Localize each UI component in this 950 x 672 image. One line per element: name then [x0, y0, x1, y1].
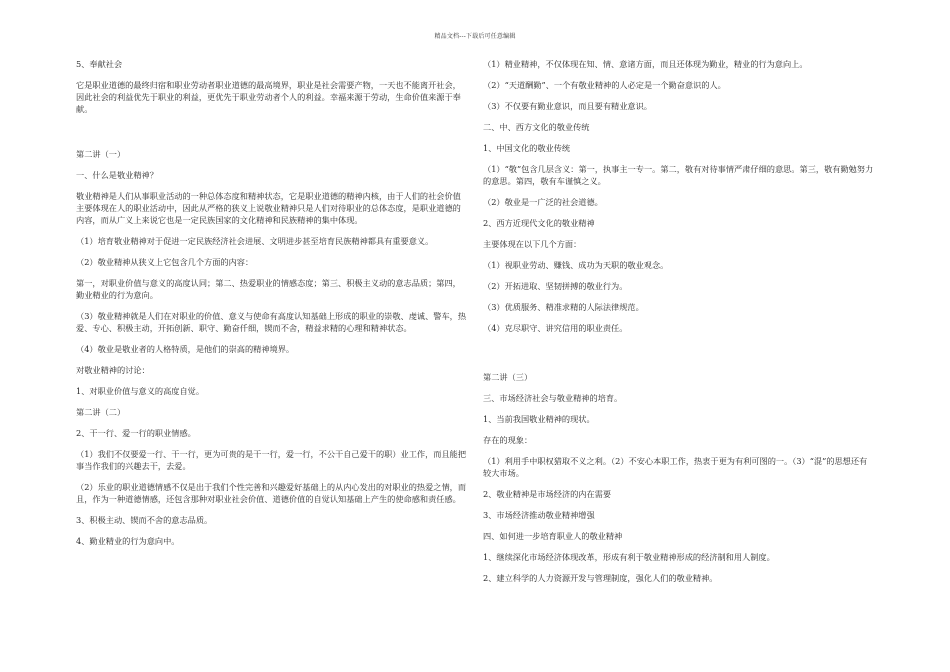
paragraph: 敬业精神是人们从事职业活动的一种总体态度和精神状态，它是职业道德的精神内核，由于人们的社会价值主要体现在人的职业活动中，因此从严格的狭义上说敬业精神只是人们对待职业的总体态度，是职业道德的内容，而从广义上来说它也是一定民族国家的文化精神和民族精神的集中体现。 — [76, 191, 461, 225]
spacer — [76, 124, 468, 148]
paragraph: （1）利用手中职权猎取不义之利。（2）不安心本职工作，热衷于更为有利可图的一。（3）“混”的思想还有较大市场。 — [483, 456, 868, 478]
paragraph: （1）“敬”包含几层含义：第一，执事主一专一。第二，敬有对待事情严肃仔细的意思。第三，敬有勤勉努力的意思。第四，敬有车谨慎之义。 — [483, 164, 874, 186]
paragraph: 1、当前我国敬业精神的现状。 — [483, 414, 595, 424]
paragraph: 存在的现象： — [483, 435, 533, 445]
page-header: 精品文档---下载后可任意编辑 — [434, 33, 516, 40]
paragraph: 主要体现在以下几个方面： — [483, 239, 582, 249]
paragraph: （4）克尽职守、讲究信用的职业责任。 — [483, 323, 628, 333]
paragraph: （3）优质服务、精准求精的人际法律规范。 — [483, 302, 644, 312]
paragraph: 1、继续深化市场经济体现改革，形成有利于敬业精神形成的经济制和用人制度。 — [483, 552, 775, 562]
paragraph: 3、积极主动、锲而不舍的意志品质。 — [76, 515, 213, 525]
paragraph: （2）乐业的职业道德情感不仅是出于我们个性完善和兴趣爱好基础上的从内心发出的对职业的热爱之情，而且，作为一种道德情感，还包含那种对职业社会价值、道德价值的自觉认知基础上产生的使命感和责任感。 — [76, 482, 467, 504]
lecture-heading: 第二讲（一） — [76, 149, 126, 159]
section-heading: 三、市场经济社会与敬业精神的培育。 — [483, 393, 623, 403]
paragraph: 4、勤业精业的行为意向中。 — [76, 536, 180, 546]
paragraph: 它是职业道德的最终归宿和职业劳动者职业道德的最高境界，职业是社会需要产物，一天也不能离开社会，因此社会的利益优先于职业的利益，更优先于职业劳动者个人的利益。幸福来源于劳动，生命价值来源于奉献。 — [76, 80, 461, 114]
section-heading: 2、干一行、爱一行的职业情感。 — [76, 428, 196, 438]
left-column — [76, 58, 468, 556]
section-heading: 二、中、西方文化的敬业传统 — [483, 122, 590, 132]
paragraph: 2、建立科学的人力资源开发与管理制度，强化人们的敬业精神。 — [483, 573, 718, 583]
paragraph: 1、对职业价值与意义的高度自觉。 — [76, 386, 205, 396]
paragraph: （3）不仅要有勤业意识，而且要有精业意识。 — [483, 101, 652, 111]
paragraph: 第一，对职业价值与意义的高度认同；第二、热爱职业的情感态度；第三、积极主义动的意志品质；第四，勤业精业的行为意向。 — [76, 278, 461, 300]
paragraph: （2）敬业精神从狭义上它包含几个方面的内容： — [76, 257, 254, 267]
section-heading: 5、奉献社会 — [76, 59, 123, 69]
paragraph: （1）精业精神，不仅体现在知、情、意诸方面，而且还体现为勤业，精业的行为意向上。 — [483, 59, 808, 69]
paragraph: 3、市场经济推动敬业精神增强 — [483, 510, 595, 520]
lecture-heading: 第二讲（三） — [483, 372, 533, 382]
paragraph: （3）敬业精神就是人们在对职业的价值、意义与使命有高度认知基础上形成的职业的崇敬、虔诚、警车，热爱、专心、积极主动，开拓创新、职守、勤奋仟细，锲而不舍，精益求精的心理和精神状态。 — [76, 311, 467, 333]
section-heading: 1、中国文化的敬业传统 — [483, 143, 571, 153]
paragraph: （1）视职业劳动、赚钱、成功为天职的敬业观念。 — [483, 260, 669, 270]
paragraph: （2）敬业是一广泛的社会道德。 — [483, 197, 603, 207]
section-heading: 一、什么是敬业精神？ — [76, 170, 158, 180]
spacer — [483, 343, 875, 371]
section-heading: 四、如何进一步培育职业人的敬业精神 — [483, 531, 623, 541]
paragraph: （4）敬业是敬业者的人格特质，是他们的崇高的精神境界。 — [76, 344, 295, 354]
paragraph: 对敬业精神的讨论： — [76, 365, 150, 375]
section-heading: 2、西方近现代文化的敬业精神 — [483, 218, 595, 228]
lecture-heading: 第二讲（二） — [76, 407, 126, 417]
paragraph: （2）“天道酬勤”、一个有敬业精神的人必定是一个勤奋意识的人。 — [483, 80, 726, 90]
right-column — [483, 58, 875, 593]
paragraph: （1）培育敬业精神对于促进一定民族经济社会进展、文明进步甚至培育民族精神都具有重要意义。 — [76, 236, 434, 246]
paragraph: 2、敬业精神是市场经济的内在需要 — [483, 489, 612, 499]
paragraph: （1）我们不仅要爱一行、干一行，更为可贵的是干一行，爱一行，不公干自己爱干的职）业工作，而且能把事当作我们的兴趣去干，去爱。 — [76, 449, 467, 471]
paragraph: （2）开拓进取、坚韧拼搏的敬业行为。 — [483, 281, 628, 291]
